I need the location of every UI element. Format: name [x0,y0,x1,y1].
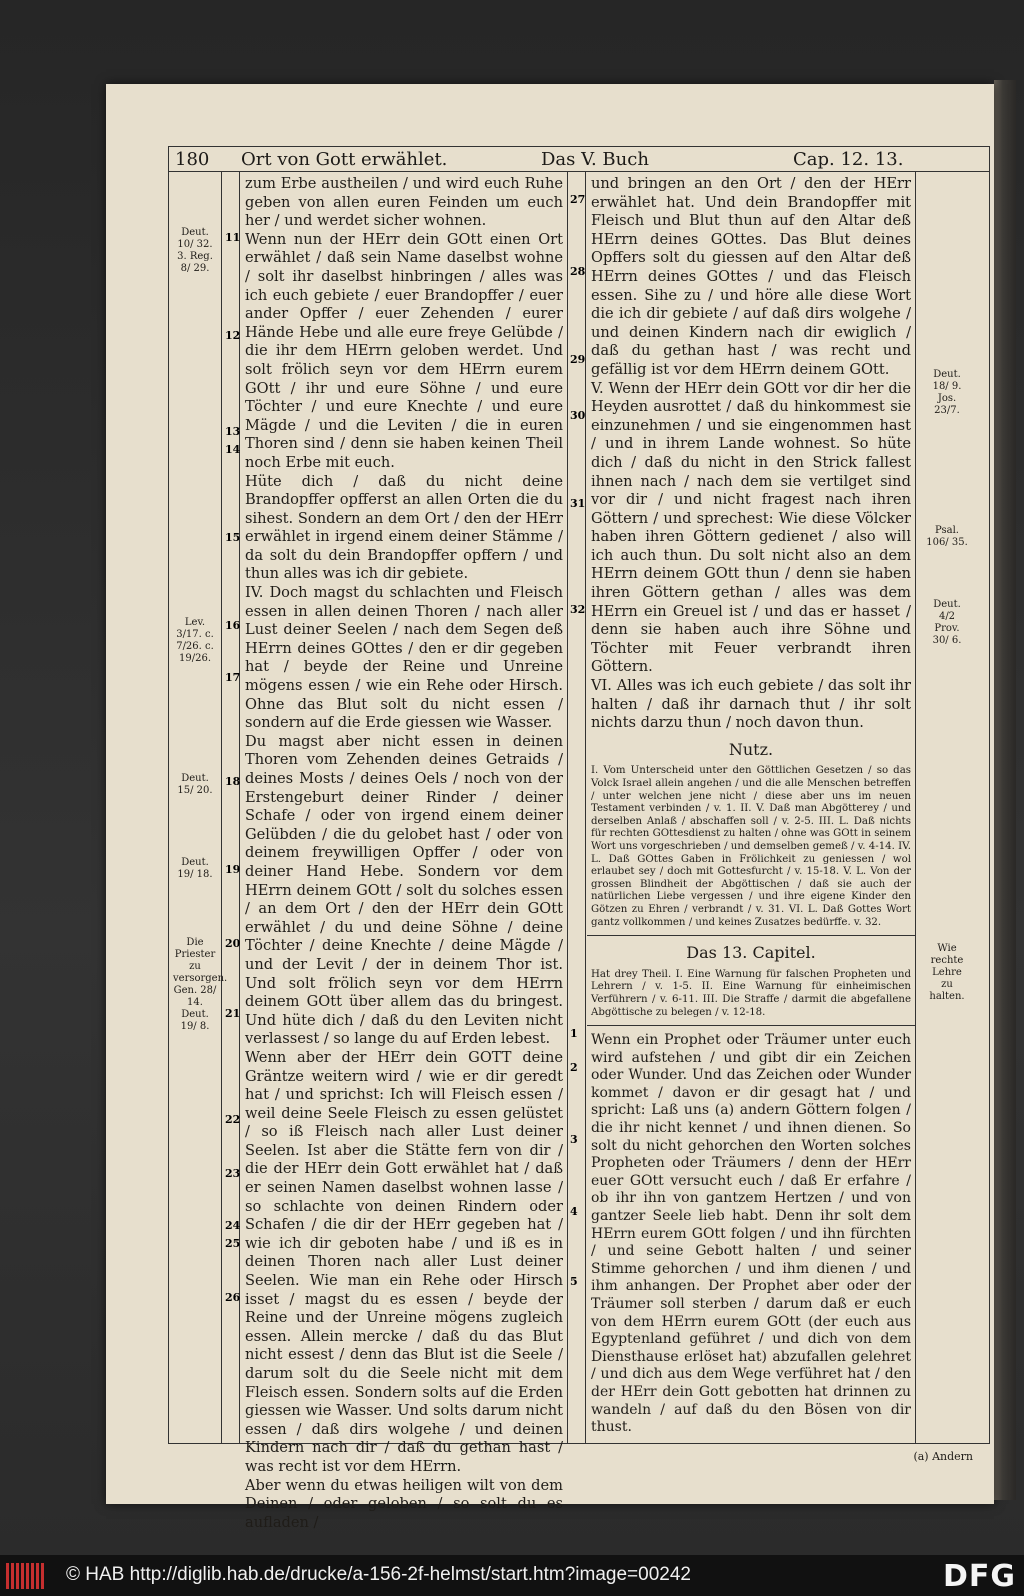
verse-number: 26 [225,1291,241,1304]
verse-number: 14 [225,443,241,456]
verse-number: 22 [225,1113,241,1126]
verse-number: 20 [225,937,241,950]
nutz-title: Nutz. [728,739,774,759]
page-number: 180 [175,149,210,170]
verse-number: 16 [225,619,241,632]
book-page [106,84,994,1531]
verse-number: 31 [570,497,586,510]
paragraph: Du magst aber nicht essen in deinen Thoren vom Zehenden deines Getraids / deines Mosts / deines Oels / noch von der Erstengeburt deiner Rinder / deiner Schafe / oder von irgend einem deiner Gelübden / die du gelobet hast / oder von deinem freywilligen Opffer / oder von deiner Hand Hebe. Sondern vor dem HErrn deinem GOtt / solt du solches essen / an dem Ort / den der HErr dein GOtt erwählet / du und deine Söhne / deine Töchter / deine Knechte / deine Mägde / und der Levit / der in deinem Thor ist. Und solt frölich seyn vor dem HErrn deinem GOtt über allem das du bringest. Und hüte dich / daß du den Leviten nicht verlassest / so lange du auf Erden lebest. [245,732,563,1048]
verse-number: 30 [570,409,586,422]
chapter-13-title: Das 13. Capitel. [686,943,816,963]
margin-note: Deut. 15/ 20. [177,773,213,796]
margin-note: Psal. 106/ 35. [926,525,968,548]
verse-number: 1 [570,1027,578,1040]
verse-number: 5 [570,1275,578,1288]
chapter-13-text: Wenn ein Prophet oder Träumer unter euch wird aufstehen / und gibt dir ein Zeichen oder Wunder. Und das Zeichen oder Wunder kommet / davon er dir gesagt hat / und spricht: Laß uns (a) andern Göttern folgen / die ihr nicht kennet / und ihnen dienen. So solt du nicht gehorchen den Worten solches Propheten oder Träumers / denn der HErr euer GOtt versucht euch / daß Er erfahre / ob ihr ihn von gantzem Hertzen / und von gantzer Seele lieb habt. Denn ihr solt dem HErrn eurem GOtt folgen / und ihn fürchten / und seine Gebott halten / und seiner Stimme gehorchen / und ihm dienen / und ihm anhangen. Der Prophet aber oder der Träumer soll sterben / darum daß er euch von dem HErrn eurem GOtt (der euch aus Egyptenland geführet / und dich von dem Diensthause erlöset hat) abzufallen gelehret / und dich aus dem Wege verführet hat / den der HErr dein Gott gebotten hat drinnen zu wandeln / auf daß du den Bösen von dir thust. [591,1032,911,1436]
verse-number: 21 [225,1007,241,1020]
verse-number: 3 [570,1133,578,1146]
section-divider [587,1025,915,1026]
verse-number: 17 [225,671,241,684]
verse-number: 15 [225,531,241,544]
margin-note: Deut. 10/ 32. 3. Reg. 8/ 29. [177,227,213,274]
paragraph: zum Erbe austheilen / und wird euch Ruhe geben von allen euren Feinden um euch her / und werdet sicher wohnen. [245,175,563,230]
verse-number: 23 [225,1167,241,1180]
margin-note: Die Priester zu versorgen. Gen. 28/ 14. Deut. 19/ 8. [173,937,228,1032]
chapter-13-summary: Hat drey Theil. I. Eine Warnung für falschen Propheten und Lehrern / v. 1-5. II. Eine Warnung für einheimischen Verführern / v. 6-11. III. Die Straffe / darmit die abgefallene Abgöttische zu belegen / v. 12-18. [591,968,911,1018]
verse-number: 24 [225,1219,241,1232]
paragraph: V. Wenn der HErr dein GOtt vor dir her die Heyden ausrottet / daß du hinkommest sie einzunehmen / und sie eingenommen hast / und in ihrem Lande wohnest. So hüte dich / daß du nicht in den Strick fallest ihnen nach / nach dem sie vertilget sind vor dir / und nicht fragest nach ihren Göttern / und sprechest: Wie diese Völcker haben ihren Göttern gedienet / also will ich auch thun. Du solt nicht also an dem HErrn deinem GOtt thun / denn sie haben ihren Göttern gethan / alles was dem HErrn ein Greuel ist / und das er hasset / denn sie haben auch ihre Söhne und Töchter mit Feuer verbrandt ihren Göttern. [591,379,911,676]
verse-number: 2 [570,1061,578,1074]
header-left-title: Ort von Gott erwählet. [241,149,448,170]
verse-number: 29 [570,353,586,366]
footer-bar [0,1555,1024,1596]
source-credit[interactable]: © HAB http://diglib.hab.de/drucke/a-156-2f-helmst/start.htm?image=00242 [66,1564,691,1585]
catchword: (a) Andern [913,1450,973,1463]
paragraph: und bringen an den Ort / den der HErr erwählet hat. Und dein Brandopffer mit Fleisch und Blut thun auf den Altar deß HErrn deines GOttes. Das Blut deines Opffers solt du giessen auf den Altar deß HErrn deines GOttes / und das Fleisch essen. Sihe zu / und höre alle diese Wort die ich dir gebiete / auf daß dirs wolgehe / und deinen Kindern nach dir ewiglich / daß du gethan hast / was recht und gefällig ist vor dem HErrn deinem GOtt. [591,175,911,378]
right-text-column [591,175,911,1437]
header-chapter: Cap. 12. 13. [793,149,904,170]
margin-note: Wie rechte Lehre zu halten. [929,943,965,1002]
verse-number: 32 [570,603,586,616]
verse-number: 25 [225,1237,241,1250]
verse-number: 4 [570,1205,578,1218]
book-edge [994,80,1016,1500]
column-divider [567,171,568,1443]
left-verse-rule [239,171,240,1443]
verse-number: 18 [225,775,241,788]
verse-number: 19 [225,863,241,876]
paragraph: Wenn aber der HErr dein GOTT deine Gräntze weitern wird / wie er dir geredt hat / und sprichst: Ich will Fleisch essen / weil deine Seele Fleisch zu essen gelüstet / so iß Fleisch nach aller Lust deiner Seelen. Ist aber die Stätte fern von dir / die der HErr dein Gott erwählet hat / daß er seinen Namen daselbst wohnen lasse / so schlachte von deinen Rindern oder Schafen / die dir der HErr gegeben hat / wie ich dir geboten habe / und iß es in deinen Thoren nach aller Lust deiner Seelen. Wie man ein Rehe oder Hirsch isset / magst du es essen / beyde der Reine und der Unreine mögens zugleich essen. Allein mercke / daß du das Blut nicht essest / denn das Blut ist die Seele / darum solt du die Seele nicht mit dem Fleisch essen. Sondern solts auf die Erden giessen wie Wasser. Und solts darum nicht essen / daß dirs wolgehe / und deinen Kindern nach dir / daß du gethan hast / was recht ist vor dem HErrn. [245,1048,563,1475]
paragraph: VI. Alles was ich euch gebiete / das solt ihr halten / daß ihr darnach thut / ihr solt nichts darzu thun / noch davon thun. [591,677,911,732]
verse-number: 12 [225,329,241,342]
margin-note: Deut. 19/ 18. [177,857,213,880]
verse-number: 28 [570,265,586,278]
verse-number: 11 [225,231,241,244]
dfg-logo: DFG [942,1559,1016,1594]
left-text-column [245,175,563,1532]
paragraph: Aber wenn du etwas heiligen wilt von dem Deinen / oder geloben / so solt du es aufladen / [245,1476,563,1531]
margin-note: Lev. 3/17. c. 7/26. c. 19/26. [176,617,214,664]
running-header [169,147,989,172]
paragraph: IV. Doch magst du schlachten und Fleisch essen in allen deinen Thoren / nach aller Lust deiner Seelen / nach dem Segen deß HErrn deines GOttes / den er dir gegeben hat / beyde der Reine und Unreine mögens essen / wie ein Rehe oder Hirsch. Ohne das Blut solt du nicht essen / sondern auf die Erde giessen wie Wasser. [245,584,563,732]
verse-number: 27 [570,193,586,206]
library-logo-icon [6,1563,46,1589]
nutz-text: I. Vom Unterscheid unter den Göttlichen Gesetzen / so das Volck Israel allein angehen / und die alle Menschen betreffen / unter welchen jene nicht / diese aber uns im neuen Testament verbinden / v. 1. II. V. Daß man Abgötterey / und derselben Anlaß / abschaffen soll / v. 2-5. III. L. Daß nichts für rechten GOttesdienst zu halten / ohne was GOtt in seinem Wort uns vorgeschrieben / und demselben gemeß / v. 4-14. IV. L. Daß GOttes Gaben in Frölichkeit zu geniessen / wol erlaubet sey / doch mit Gottesfurcht / v. 15-18. V. L. Von der grossen Blindheit der Abgöttischen / daß sie auch der natürlichen Liebe vergessen / und ihre eigene Kinder den Götzen zu Ehren / verbrandt / v. 31. VI. L. Daß Gottes Wort gantz vollkommen / und keines Zusatzes bedürffe. v. 32. [591,765,911,928]
margin-note: Deut. 4/2 Prov. 30/ 6. [932,599,962,646]
paragraph: Wenn nun der HErr dein GOtt einen Ort erwählet / daß sein Name daselbst wohne / solt ihr daselbst hinbringen / alles was ich euch gebiete / euer Brandopffer / euer ander Opffer / euer Zehenden / eurer Hände Hebe und alle eure freye Gelübde / die ihr dem HErrn geloben werdet. Und solt frölich seyn vor dem HErrn eurem GOtt / ihr und eure Söhne / und eure Töchter / und eure Knechte / und eure Mägde / und die Leviten / die in euren Thoren sind / denn sie haben keinen Theil noch Erbe mit euch. [245,230,563,471]
paragraph: Hüte dich / daß du nicht deine Brandopffer opfferst an allen Orten die du sihest. Sondern an dem Ort / den der HErr erwählet in irgend einem deiner Stämme / da solt du dein Brandopffer opffern / und thun alles was ich dir gebiete. [245,472,563,583]
margin-note: Deut. 18/ 9. Jos. 23/7. [932,369,962,416]
right-margin-rule [915,171,916,1443]
verse-number: 13 [225,425,241,438]
text-frame [168,146,990,1531]
left-margin-rule [221,171,222,1443]
header-book-title: Das V. Buch [541,149,649,170]
section-divider [587,935,915,936]
